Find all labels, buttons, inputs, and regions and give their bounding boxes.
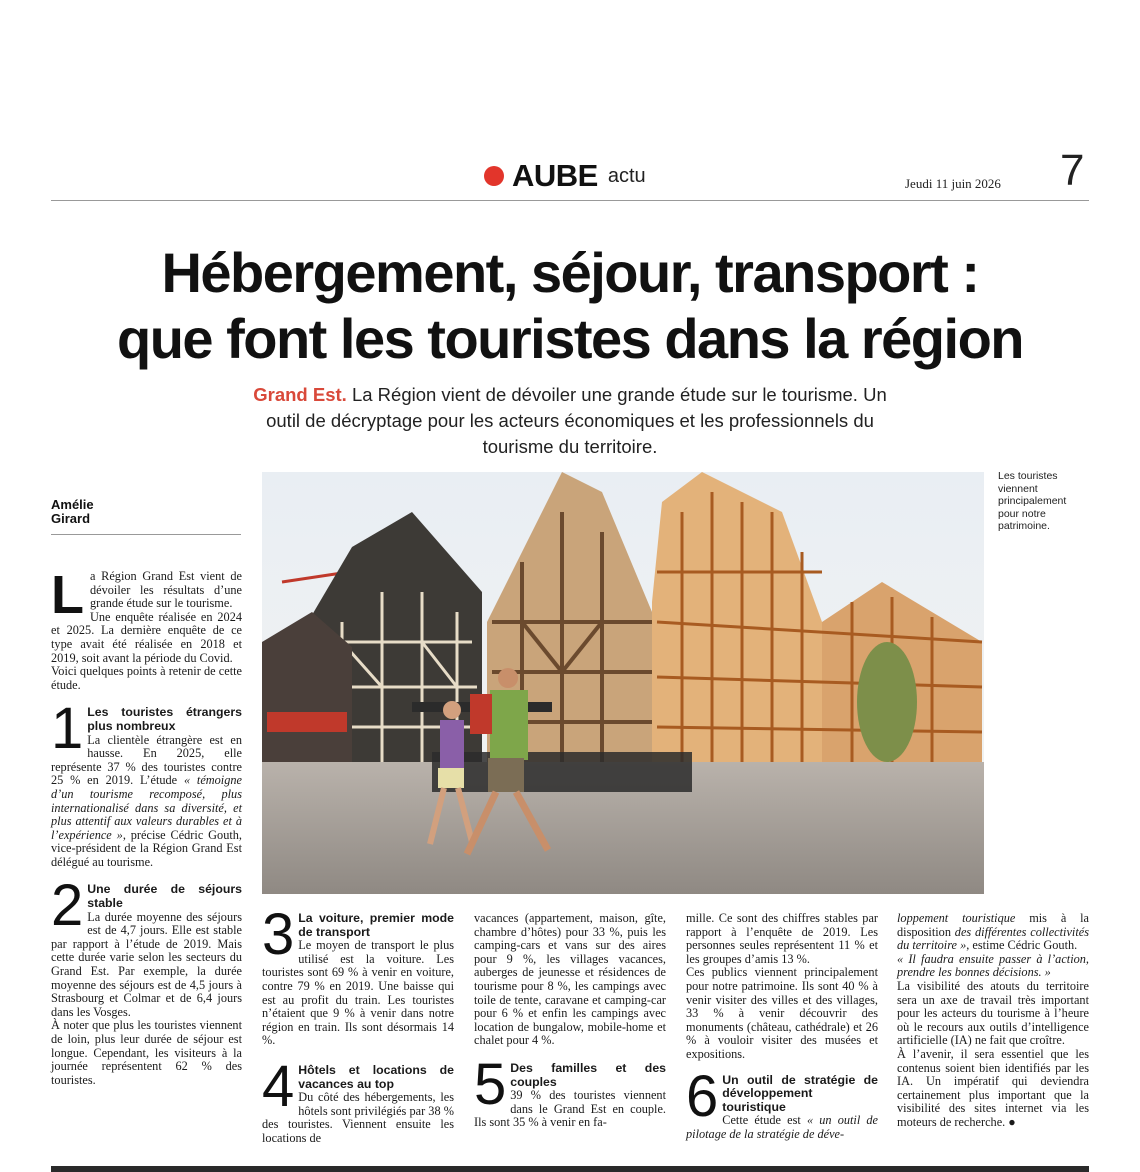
section-header — [484, 156, 646, 196]
section-name: actu — [607, 164, 646, 187]
section-5: 5 Des familles et des couples 39 % des touristes viennent dans le Grand Est en couple. Ils sont 35 % à venir en fa- — [474, 1051, 666, 1130]
byline-divider — [51, 534, 241, 535]
column-4: mille. Ce sont des chiffres stables par rapport à l’enquête de 2019. Les personnes seules représentent 11 % et les groupes d’amis 13 %. Ces publics viennent principalement pour notre patrimoine. Ils sont 40 % à venir visiter des villes et des villages, 33 % à venir découvrir des monuments (château, cathédrale) et 26 % à vouloir visiter des musées et expositions. 6 Un outil de stratégie de développement touristique Cette étude est « un outil de pilotage de la stratégie de déve- — [686, 911, 878, 1141]
column-5: loppement touristique mis à la disposition des différentes collectivités du territoire », estime Cédric Gouth. « Il faudra ensuite passer à l’action, prendre les bonnes décisions. » La visibilité des atouts du territoire sera un axe de travail très important pour les acteurs du tourisme à l’heure où le recours aux outils d’intelligence artificielle (IA) ne fait que croître. À l’avenir, il sera essentiel que les contenus soient bien identifiés par les IA. Un impératif qui deviendra certainement plus important que la visibilité des sites internet via les moteurs de recherche. ● — [897, 911, 1089, 1129]
section-number: 3 — [262, 902, 295, 967]
section-number: 6 — [686, 1063, 719, 1129]
intro-paragraph-2: Une enquête réalisée en 2024 et 2025. La dernière enquête de ce type avait été réalisée en 2018 et 2019, soit avant la période du Covid. — [51, 609, 242, 665]
header-divider — [51, 200, 1089, 201]
chapeau — [240, 382, 900, 460]
brand-name: AUBE — [512, 158, 598, 193]
intro-paragraph: La Région Grand Est vient de dévoiler les résultats d’une grande étude sur le tourisme. — [51, 565, 242, 625]
section-1: 1 Les touristes étrangers plus nombreux La clientèle étrangère est en hausse. En 2025, elle représente 37 % des touristes contre 25 % en 2019. L’étude « témoigne d’un tourisme recomposé, plus internationalisé dans sa diversité, et plus attentif aux valeurs durables et à l’expérience », précise Cédric Gouth, vice-président de la Région Grand Est délégué au tourisme. — [51, 696, 242, 869]
photo-caption: Les touristes viennent principalement pour notre patrimoine. — [998, 470, 1067, 532]
section-3: 3 La voiture, premier mode de transport Le moyen de transport le plus utilisé est la voiture. Les touristes sont 69 % à venir en voiture, contre 79 % en 2019. Une baisse qui est au profit du train. Les touristes n’étaient que 9 % à venir dans notre région en train. Ils sont désormais 14 %. — [262, 902, 454, 1048]
chapeau-kicker: Grand Est. — [253, 384, 347, 405]
page-bottom-bar — [51, 1166, 1089, 1172]
timbered-houses-illustration — [262, 472, 984, 894]
section-6: 6 Un outil de stratégie de développement touristique Cette étude est « un outil de pilotage de la stratégie de déve- — [686, 1063, 878, 1141]
section-title: Des familles et des couples — [510, 1060, 666, 1089]
author-first-name: Amélie — [51, 497, 94, 512]
section-number: 4 — [262, 1053, 295, 1119]
byline — [51, 498, 94, 526]
column-1 — [51, 565, 242, 1087]
section-title: Un outil de stratégie de développement touristique — [722, 1072, 878, 1114]
section-title: Les touristes étrangers plus nombreux — [87, 705, 242, 733]
section-number: 2 — [51, 873, 84, 939]
section-number: 5 — [474, 1051, 507, 1117]
article-photo — [262, 472, 984, 894]
section-number: 1 — [51, 696, 84, 762]
issue-date: Jeudi 11 juin 2026 — [905, 176, 1001, 191]
section-title: La voiture, premier mode de transport — [298, 911, 454, 939]
drop-cap: L — [51, 565, 84, 625]
section-title: Une durée de séjours stable — [87, 882, 242, 911]
headline-line-1: Hébergement, séjour, transport : — [161, 241, 979, 304]
section-title: Hôtels et locations de vacances au top — [298, 1062, 454, 1091]
section-2: 2 Une durée de séjours stable La durée moyenne des séjours est de 4,7 jours. Elle est stable par rapport à l’étude de 2019. Mais cette durée varie selon les secteurs du Grand Est. Par exemple, la durée moyenne des séjours est de 4,5 jours à Strasbourg et Colmar et de 6,4 jours dans les Vosges. À noter que plus les touristes viennent de loin, plus leur durée de séjour est longue. Cependant, les visiteurs à la journée représentent 62 % des touristes. — [51, 873, 242, 1087]
author-last-name: Girard — [51, 511, 91, 526]
section-4: 4 Hôtels et locations de vacances au top Du côté des hébergements, les hôtels sont privilégiés par 38 % des touristes. Viennent ensuite les locations de — [262, 1053, 454, 1145]
page-number: 7 — [1060, 146, 1085, 195]
column-2 — [262, 902, 454, 1146]
headline — [30, 240, 1110, 372]
red-dot-icon — [484, 166, 504, 186]
intro-paragraph-3: Voici quelques points à retenir de cette étude. — [51, 664, 242, 692]
chapeau-text: La Région vient de dévoiler une grande étude sur le tourisme. Un outil de décryptage pour les acteurs économiques et les professionnels du tourisme du territoire. — [266, 384, 887, 457]
headline-line-2: que font les touristes dans la région — [117, 307, 1023, 370]
column-3: vacances (appartement, maison, gîte, chambre d’hôtes) pour 33 %, puis les camping-cars et vans sur des aires pour 9 %, les villages vacances, auberges de jeunesse et résidences de tourisme pour 8 %, les campings avec toile de tente, caravane et camping-car pour 6 % et enfin les campings avec location de bungalow, mobile-home et chalet pour 4 %. 5 Des familles et des couples 39 % des touristes viennent dans le Grand Est en couple. Ils sont 35 % à venir en fa- — [474, 911, 666, 1130]
